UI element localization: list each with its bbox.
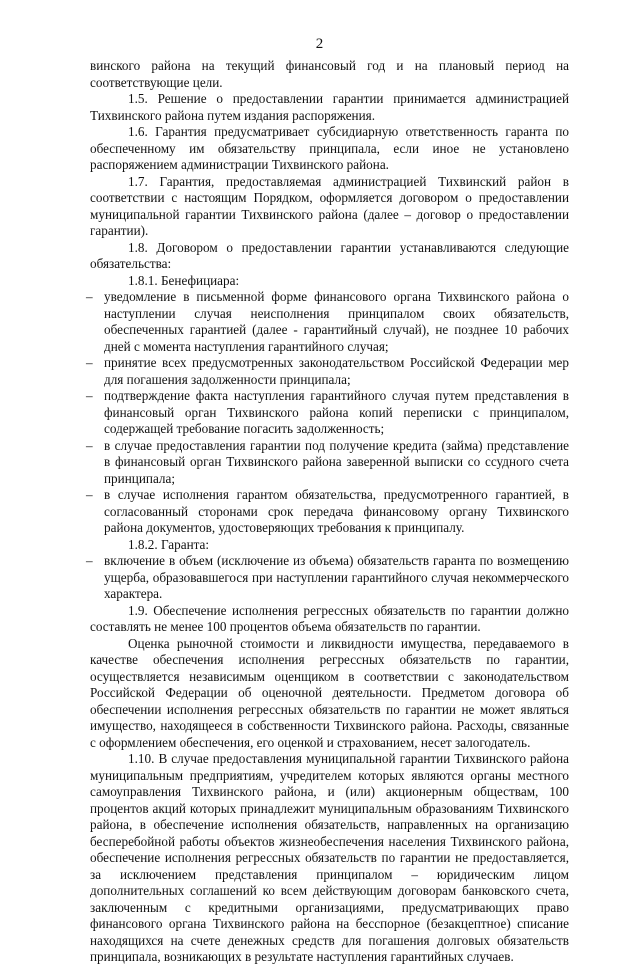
paragraph-valuation: Оценка рыночной стоимости и ликвидности имущества, передаваемого в качестве обеспечения исполнения регрессных обязательств по гарантии, осуществляется независимым оценщиком в соответствии с законодательством Российской Федерации об оценочной деятельности. Предметом договора об обеспечении исполнения регрессных обязательств по гарантии не может являться имущество, находящееся в собственности Тихвинского района. Расходы, связанные с оформлением обеспечения, его оценкой и страхованием, несет залогодатель. — [90, 635, 569, 750]
paragraph-1-8: 1.8. Договором о предоставлении гарантии устанавливаются следующие обязательства: — [90, 239, 569, 271]
list-item-documents-transfer: – в случае исполнения гарантом обязательства, предусмотренного гарантией, в согласованный сторонами срок передача финансовому органу Тихвинского района документов, удостоверяющих требования к принципалу. — [90, 487, 569, 537]
list-item-confirmation: – подтверждение факта наступления гарантийного случая путем представления в финансовый орган Тихвинского района копий переписки с принципалом, содержащей требование погасить задолженность; — [90, 388, 569, 438]
paragraph-1-9: 1.9. Обеспечение исполнения регрессных обязательств по гарантии должно составлять не менее 100 процентов объема обязательств по гарантии. — [90, 602, 569, 634]
list-item-notification: – уведомление в письменной форме финансового органа Тихвинского района о наступлении случая неисполнения принципалом своих обязательств, обеспеченных гарантией (далее - гарантийный случай), не позднее 10 рабочих дней с момента наступления гарантийного случая; — [90, 289, 569, 355]
list-item-credit-statement: – в случае предоставления гарантии под получение кредита (займа) представление в финансовый орган Тихвинского района заверенной выписки со ссудного счета принципала; — [90, 438, 569, 488]
paragraph-1-5: 1.5. Решение о предоставлении гарантии принимается администрацией Тихвинского района путем издания распоряжения. — [90, 91, 569, 123]
list-item-guarantor-obligation: – включение в объем (исключение из объема) обязательств гаранта по возмещению ущерба, образовавшегося при наступлении гарантийного случая некоммерческого характера. — [90, 553, 569, 603]
paragraph-1-8-1: 1.8.1. Бенефициара: — [128, 272, 240, 288]
paragraph-1-10: 1.10. В случае предоставления муниципальной гарантии Тихвинского района муниципальным предприятиям, учредителем которых являются органы местного самоуправления Тихвинского района, и (или) акционерным обществам, 100 процентов акций которых принадлежит муниципальным образованиям Тихвинского района, в обеспечение исполнения обязательств, направленных на организацию бесперебойной работы объектов жизнеобеспечения населения Тихвинского района, обеспечение исполнения регрессных обязательств по гарантии не предоставляется, за исключением представления принципалом – юридическим лицом дополнительных соглашений ко всем действующим договорам банковского счета, заключенным с кредитными организациями, предусматривающих право финансового органа Тихвинского района на бесспорное (безакцептное) списание находящихся на счете денежных средств для погашения долговых обязательств принципала, возникающих в результате наступления гарантийных случаев. — [90, 751, 569, 964]
document-body — [90, 58, 569, 966]
list-item-measures: – принятие всех предусмотренных законодательством Российской Федерации мер для погашения задолженности принципала; — [90, 355, 569, 388]
paragraph-continuation: винского района на текущий финансовый год и на плановый период на соответствующие цели. — [90, 58, 569, 90]
paragraph-1-6: 1.6. Гарантия предусматривает субсидиарную ответственность гаранта по обеспеченному им обязательству принципала, если иное не установлено распоряжением администрации Тихвинского района. — [90, 124, 569, 172]
paragraph-1-7: 1.7. Гарантия, предоставляемая администрацией Тихвинский район в соответствии с настоящим Порядком, оформляется договором о предоставлении муниципальной гарантии Тихвинского района (далее – договор о предоставлении гарантии). — [90, 173, 569, 238]
page-number: 2 — [315, 36, 324, 52]
paragraph-1-8-2: 1.8.2. Гаранта: — [128, 536, 210, 552]
